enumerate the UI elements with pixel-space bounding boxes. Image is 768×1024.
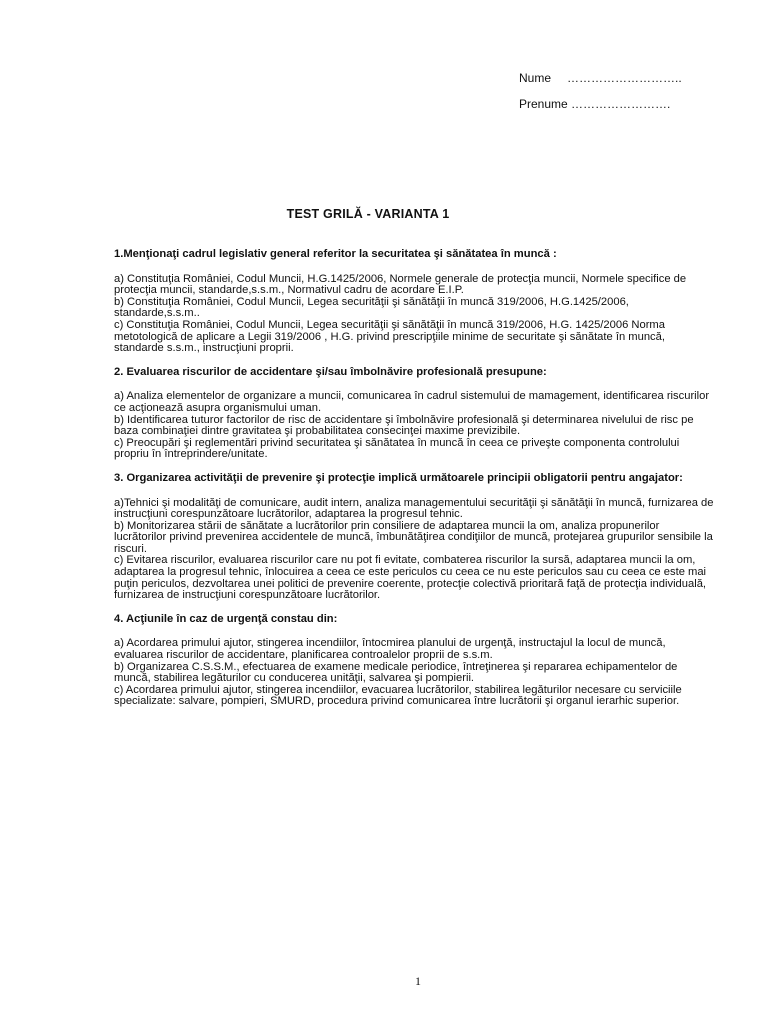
answer-option-b: b) Identificarea tuturor factorilor de risc de accidentare şi îmbolnăvire profesională şi determinarea nivelului de risc pe baza combinaţiei dintre gravitatea şi probabilitatea consecinţei maxime previzibile.	[114, 413, 694, 438]
test-title: TEST GRILĂ - VARIANTA 1	[286, 207, 450, 221]
answer-option-c: c) Preocupări şi reglementări privind securitatea şi sănătatea în muncă în ceea ce priveşte componenta controlului propriu în întreprindere/unitate.	[114, 436, 680, 461]
answer-option-b: b) Organizarea C.S.S.M., efectuarea de examene medicale periodice, întreţinerea şi repararea echipamentelor de muncă, stabilirea legăturilor cu conducerea unităţii, salvarea şi pompierii.	[114, 660, 678, 685]
answer-option-c: c) Constituţia României, Codul Muncii, Legea securităţii şi sănătăţii în muncă 319/2006, H.G. 1425/2006 Norma metotologică de aplicare a Legii 319/2006 , H.G. privind prescripţiile minime de securitate şi sănătate în muncă, standarde s.s.m., instrucţiuni proprii.	[114, 318, 665, 355]
nume-label: Nume	[519, 71, 552, 85]
question-1	[114, 249, 714, 355]
question-heading: 4. Acţiunile în caz de urgenţă constau din:	[114, 612, 338, 625]
page-number: 1	[415, 974, 421, 988]
answer-option-b: b) Monitorizarea stării de sănătate a lucrătorilor prin consiliere de adaptarea muncii la om, analiza propunerilor lucrătorilor privind prevenirea accidentele de muncă, îmbunătăţirea condiţiilor de muncă, protejarea grupurilor sensibile la riscuri.	[114, 519, 713, 555]
answer-option-c: c) Acordarea primului ajutor, stingerea incendiilor, evacuarea lucrătorilor, stabilirea legăturilor necesare cu serviciile specializate: salvare, pompieri, SMURD, procedura privind comunicarea între lucrătorii şi organul ierarhic superior.	[114, 683, 682, 708]
answer-option-a: a) Acordarea primului ajutor, stingerea incendiilor, întocmirea planului de urgenţă, instructajul la locul de muncă, evaluarea riscurilor de accidentare, planificarea controalelor proprii de s.s.m.	[114, 637, 666, 662]
questions-list	[114, 249, 714, 720]
answer-option-a: a) Analiza elementelor de organizare a muncii, comunicarea în cadrul sistemului de mamagement, identificarea riscurilor ce acţionează asupra organismului uman.	[114, 390, 710, 414]
answer-option-a: a) Constituţia României, Codul Muncii, H.G.1425/2006, Normele generale de protecţia muncii, Normele specifice de protecţia muncii, standarde,s.s.m., Normativul cadru de acordare E.I.P.	[114, 272, 687, 297]
prenume-label: Prenume	[519, 97, 568, 111]
question-3	[114, 473, 714, 602]
answer-option-a: a)Tehnici şi modalităţi de comunicare, audit intern, analiza managementului securităţii şi sănătăţii în muncă, furnizarea de instrucţiuni corespunzătoare lucrătorilor, adaptarea la progresul tehnic.	[114, 496, 714, 521]
answer-option-b: b) Constituţia României, Codul Muncii, Legea securităţii şi sănătăţii în muncă 319/2006, H.G.1425/2006, standarde,s.s.m..	[114, 295, 629, 320]
nume-blank: ………………………..	[567, 71, 682, 85]
question-heading: 1.Menţionaţi cadrul legislativ general referitor la securitatea şi sănătatea în muncă :	[114, 248, 557, 260]
nume-line	[519, 71, 682, 85]
question-2	[114, 367, 714, 461]
answer-option-c: c) Evitarea riscurilor, evaluarea riscurilor care nu pot fi evitate, combaterea riscurilor la sursă, adaptarea muncii la om, adaptarea la progresul tehnic, înlocuirea a ceea ce este periculos cu ceea ce nu este periculos sau cu ceea ce este mai puţin periculos, dezvoltarea unei politici de prevenire coerente, protecţie colectivă prioritară faţă de protecţia individuală, furnizarea de instrucţiuni corespunzătoare lucrătorilor.	[114, 554, 707, 602]
prenume-line	[519, 97, 682, 111]
question-4	[114, 614, 714, 708]
question-heading: 3. Organizarea activităţii de prevenire şi protecţie implică următoarele principii obligatorii pentru angajator:	[114, 471, 683, 484]
name-fields	[519, 71, 682, 111]
question-heading: 2. Evaluarea riscurilor de accidentare şi/sau îmbolnăvire profesională presupune:	[114, 365, 547, 378]
prenume-blank: …………………….	[571, 97, 671, 111]
